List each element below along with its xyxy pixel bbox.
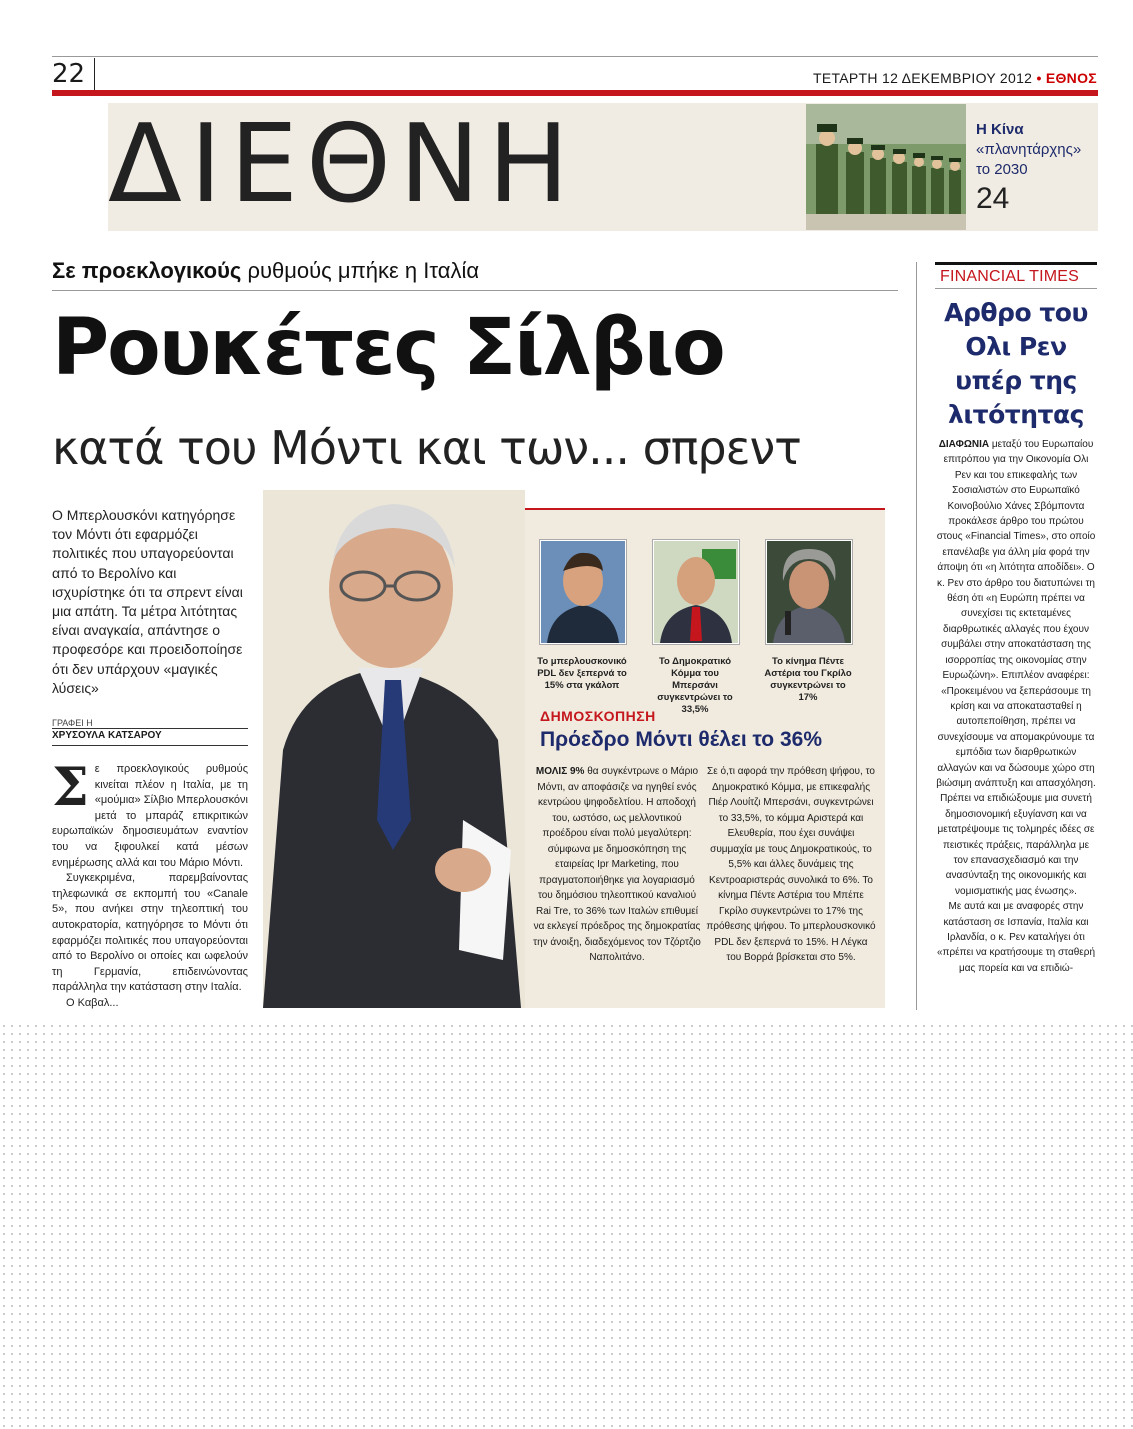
poll-column-1-lead: ΜΟΛΙΣ 9% (535, 766, 585, 777)
ft-kicker-rule (935, 288, 1097, 289)
grillo-photo (766, 540, 852, 644)
teaser-page-number: 24 (976, 182, 1010, 215)
article-kicker (52, 258, 479, 284)
column-divider (916, 262, 917, 1010)
ft-body-lead: ΔΙΑΦΩΝΙΑ (938, 439, 990, 450)
ft-top-rule (935, 262, 1097, 265)
byline-rule-bottom (52, 745, 248, 746)
photo-caption-1: Το μπερλουσκονικό PDL δεν ξεπερνά το 15% στα γκάλοπ (537, 656, 627, 691)
teaser-line-3: το 2030 (976, 161, 1028, 178)
poll-title: Πρόεδρο Μόντι θέλει το 36% (540, 728, 823, 751)
page-number: 22 (52, 59, 86, 89)
page-number-divider (94, 58, 95, 90)
date-text: ΤΕΤΑΡΤΗ 12 ΔΕΚΕΜΒΡΙΟΥ 2012 (812, 70, 1033, 86)
poll-column-2: Σε ό,τι αφορά την πρόθεση ψήφου, το Δημοκρατικό Κόμμα, με επικεφαλής Πιέρ Λουίτζι Μπερσάνι, συγκεντρώνει το 33,5%, το κόμμα Αριστερά και Ελευθερία, που έχει συνάψει συμμαχία με τους Δημοκρατικούς, το 5,5% και άλλες δυνάμεις της Κεντροαριστεράς συνολικά το 6%. Το κίνημα Πέντε Αστέρια του Μπέπε Γκρίλο συγκεντρώνει το 17% της πρόθεσης ψήφου. Το μπερλουσκονικό PDL δεν ξεπερνά το 15%. Η Λέγκα του Βορρά βρίσκεται στο 5%. (706, 766, 876, 963)
date-bullet: • (1036, 70, 1042, 86)
kicker-rest: ρυθμούς μπήκε η Ιταλία (241, 258, 480, 283)
byline-name: ΧΡΥΣΟΥΛΑ ΚΑΤΣΑΡΟΥ (52, 730, 162, 741)
bersani-photo (653, 540, 739, 644)
ft-body-text-2: Με αυτά και με αναφορές στην κατάσταση σε Ισπανία, Ιταλία και Ιρλανδία, ο κ. Ρεν καταλήγει ότι «πρέπει να κρατήσουμε τη σταθερή μας πορεία και να επιδιώ- (936, 901, 1096, 974)
section-title: ΔΙΕΘΝΗ (108, 102, 577, 227)
monti-photo (263, 490, 525, 1008)
body-paragraph-2: Συγκεκριμένα, παρεμβαίνοντας τηλεφωνικά σε εκπομπή του «Canale 5», που ανήκει στην τηλεοπτική του αυτοκρατορία, κατηγόρησε το Μόντι ότι εφαρμόζει πολιτικές που υπαγορεύονται από το Βερολίνο οι οποίες και ωφελούν τη Γερμανία, επιδεινώνοντας παράλληλα την κατάσταση στην Ιταλία. (52, 872, 248, 994)
ft-body-text: μεταξύ του Ευρωπαίου επιτρόπου για την Οικονομία Ολι Ρεν και του επικεφαλής των Σοσιαλιστών στο Ευρωπαϊκό Κοινοβούλιο Χάνες Σβόμποντα προκάλεσε άρθρο του πρώτου στους «Financial Times», στο οποίο επανέλαβε για άλλη μία φορά την άποψη ότι «η λιτότητα αποδίδει». Ο κ. Ρεν στο άρθρο του διατυπώνει τη θέση ότι «η Ευρώπη πρέπει να συνεχίσει τις εκτεταμένες διαρθρωτικές αλλαγές που έχουν συμβάλει στην αποκατάσταση της ισορροπίας της οικονομίας στην Ευρωζώνη». Επιπλέον αναφέρει: «Προκειμένου να ξεπεράσουμε τη κρίση και να αποκατασταθεί η αυτοπεποίθηση, πρέπει να συνεχίσουμε να απομακρύνουμε τα εμπόδια των διαρθρωτικών αλλαγών και να δώσουμε χώρο στη βιώσιμη ανάπτυξη και απασχόληση. Πρέπει να επιδιώξουμε μια συνετή δημοσιονομική εξυγίανση και να μετατρέψουμε τις τολμηρές ιδέες σε πειστικές πράξεις, παράλληλα με τον επανασχεδιασμό και την ανασύνταξη της οικονομικής και νομισματικής μας ένωσης». (936, 439, 1096, 897)
top-rule (52, 56, 1098, 57)
poll-column-1 (532, 764, 702, 966)
dateline (813, 70, 1097, 86)
teaser-text[interactable] (976, 120, 1096, 180)
blank-dotted-area (0, 1022, 1133, 1429)
byline-rule-top (52, 728, 248, 729)
lead-paragraph: Ο Μπερλουσκόνι κατηγόρησε τον Μόντι ότι εφαρμόζει πολιτικές που υπαγορεύονται από το Βερολίνο και ισχυρίστηκε ότι τα σπρεντ είναι μια απάτη. Τα μέτρα λιτότητας είναι αναγκαία, απάντησε ο προφεσόρε και προειδοποίησε ότι δεν υπάρχουν «μαγικές λύσεις» (52, 507, 243, 696)
kicker-rule (52, 290, 898, 291)
body-paragraph-3: Ο Καβαλ... (66, 996, 119, 1009)
paper-name: ΕΘΝΟΣ (1045, 70, 1097, 86)
poll-column-1-text: θα συγκέντρωνε ο Μάριο Μόντι, αν αποφάσιζε να ηγηθεί ενός κεντρώου ψηφοδελτίου. Η αποδοχή του, ωστόσο, ως μελλοντικού προέδρου είναι πολύ μεγαλύτερη: σύμφωνα με δημοσκόπηση της εταιρείας Ipr Marketing, που πραγματοποιήθηκε για λογαριασμό του δημόσιου τηλεοπτικού καναλιού Rai Tre, το 36% των Ιταλών επιθυμεί να εκλεγεί πρόεδρος της δημοκρατίας την άνοιξη, διαδεχόμενος τον Τζόρτζιο Ναπολιτάνο. (533, 766, 701, 963)
drop-cap: Σ (52, 757, 89, 818)
teaser-line-1: Η Κίνα (976, 121, 1024, 138)
teaser-photo-china-guards[interactable] (806, 104, 966, 230)
subheadline: κατά του Μόντι και των... σπρεντ (52, 421, 801, 475)
ft-headline: Αρθρο του Ολι Ρεν υπέρ της λιτότητας (944, 298, 1088, 429)
teaser-line-2: «πλανητάρχης» (976, 141, 1082, 158)
berlusconi-photo (540, 540, 626, 644)
byline-label: ΓΡΑΦΕΙ Η (52, 718, 93, 728)
header-red-rule (52, 90, 1098, 96)
ft-kicker: FINANCIAL TIMES (940, 268, 1080, 285)
body-paragraph-1-text: ε προεκλογικούς ρυθμούς κινείται πλέον η Ιταλία, με τη «μούμια» Σίλβιο Μπερλουσκόνι μετά το μπαράζ επικριτικών ευρωπαϊκών δημοσιευμάτων εναντίον του να ξιφουλκεί κατά μέσων ενημέρωσης αλλά και του Μάριο Μόντι. (52, 763, 248, 869)
kicker-bold: Σε προεκλογικούς (52, 258, 242, 283)
poll-kicker: ΔΗΜΟΣΚΟΠΗΣΗ (540, 708, 656, 724)
headline: Ρουκέτες Σίλβιο (52, 303, 724, 393)
ft-body (935, 437, 1097, 976)
photo-caption-3: Το κίνημα Πέντε Αστέρια του Γκρίλο συγκεντρώνει το 17% (764, 656, 852, 703)
photo-caption-2: Το Δημοκρατικό Κόμμα του Μπερσάνι συγκεντρώνει το 33,5% (657, 656, 733, 715)
article-body (52, 757, 248, 1012)
body-paragraph-1 (52, 757, 248, 871)
